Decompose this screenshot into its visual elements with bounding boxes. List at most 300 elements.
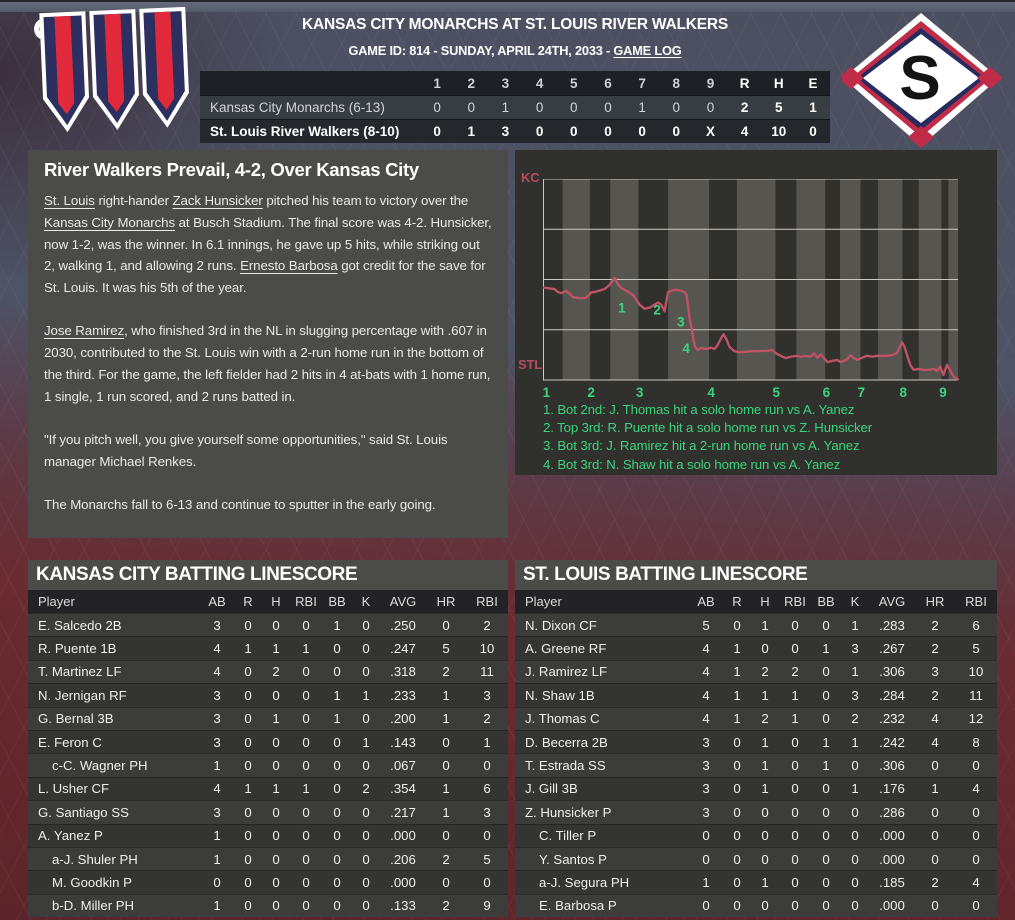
- batting-row: [28, 870, 508, 893]
- stat-cell: 0: [272, 874, 280, 890]
- stat-cell: 3: [483, 687, 491, 703]
- stat-cell: 0: [244, 734, 252, 750]
- stat-cell: 0: [244, 898, 252, 914]
- stat-cell: 1: [761, 687, 769, 703]
- batting-column-header: R: [732, 594, 742, 609]
- stat-cell: 1: [272, 641, 280, 657]
- stat-cell: 0: [302, 664, 310, 680]
- player-link[interactable]: C. Tiller: [539, 828, 584, 844]
- stat-cell: 0: [333, 641, 341, 657]
- player-link[interactable]: J. Gill: [525, 781, 558, 797]
- stat-cell: 1: [333, 617, 341, 633]
- inning-tick-label: 8: [899, 385, 907, 400]
- stat-cell: 0: [362, 898, 370, 914]
- batting-row: [28, 777, 508, 800]
- stat-cell: 1: [302, 781, 310, 797]
- stat-cell: 0: [733, 758, 741, 774]
- player-cell: J. Thomas C: [525, 711, 600, 727]
- player-cell: N. Shaw 1B: [525, 687, 595, 703]
- stat-cell: 9: [483, 898, 491, 914]
- home-run-marker: 3: [677, 314, 685, 330]
- stat-cell: .306: [879, 664, 905, 680]
- batting-row: [28, 847, 508, 870]
- stat-cell: 11: [480, 664, 494, 680]
- chart-away-axis-label: KC: [521, 170, 540, 185]
- stat-cell: .247: [390, 641, 416, 657]
- stat-cell: 0: [362, 851, 370, 867]
- stat-cell: 1: [822, 758, 830, 774]
- batting-row: [28, 636, 508, 659]
- stat-cell: 0: [761, 641, 769, 657]
- stat-cell: .284: [879, 687, 905, 703]
- player-link[interactable]: N. Shaw: [525, 687, 575, 703]
- batting-column-header: HR: [925, 594, 945, 609]
- stat-cell: 0: [822, 874, 830, 890]
- home-batting-table: [515, 560, 997, 917]
- stat-cell: 1: [822, 641, 830, 657]
- stat-cell: 1: [702, 874, 710, 890]
- stat-cell: 0: [791, 898, 799, 914]
- stat-cell: .306: [879, 758, 905, 774]
- batting-row: [515, 894, 997, 917]
- article-link[interactable]: Jose Ramirez: [44, 323, 125, 339]
- stat-cell: 0: [302, 828, 310, 844]
- stat-cell: 4: [931, 711, 939, 727]
- stat-cell: 3: [931, 664, 939, 680]
- player-link[interactable]: M. Goodkin: [52, 874, 120, 890]
- article-link[interactable]: Zack Hunsicker: [172, 193, 263, 208]
- stat-cell: 0: [702, 828, 710, 844]
- linescore-inning-cell: 0: [672, 124, 681, 139]
- stat-cell: 1: [213, 758, 221, 774]
- batting-column-header: K: [361, 594, 371, 609]
- stat-cell: 0: [302, 874, 310, 890]
- stat-cell: 2: [931, 641, 939, 657]
- player-link[interactable]: A. Yanez: [38, 828, 91, 844]
- batting-column-header: HR: [436, 594, 456, 609]
- stat-cell: 3: [702, 734, 710, 750]
- article-paragraph: St. Louis right-hander Zack Hunsicker pitched his team to victory over the Kansas City Monarchs at Busch Stadium. The final score was 4-2. Hunsicker, now 1-2, was the winner. In 6.1 innings, he gave up 5 hits, while striking out 2, walking 1, and allowing 2 runs. Ernesto Barbosa got credit for the save for St. Louis. It was his 5th of the year.: [44, 193, 492, 296]
- stat-cell: 1: [483, 734, 491, 750]
- player-link[interactable]: J. Segura: [550, 874, 608, 890]
- stat-cell: 0: [333, 781, 341, 797]
- player-cell: L. Usher CF: [38, 781, 110, 797]
- stat-cell: 0: [791, 851, 799, 867]
- stat-cell: .067: [390, 758, 416, 774]
- batting-row: [28, 730, 508, 753]
- home-team-logo-graphic: [842, 10, 1002, 152]
- stat-cell: 0: [244, 711, 252, 727]
- stat-cell: 0: [244, 758, 252, 774]
- stat-cell: .283: [879, 617, 905, 633]
- stat-cell: 1: [244, 641, 252, 657]
- stat-cell: 0: [791, 641, 799, 657]
- stat-cell: .185: [879, 874, 905, 890]
- stat-cell: 0: [333, 664, 341, 680]
- stat-cell: .233: [390, 687, 416, 703]
- stat-cell: 0: [972, 851, 980, 867]
- batting-column-header: BB: [328, 594, 346, 609]
- player-link[interactable]: J. Shuler: [63, 851, 116, 867]
- stat-cell: .000: [879, 898, 905, 914]
- stat-cell: 0: [483, 874, 491, 890]
- stat-cell: 4: [702, 711, 710, 727]
- stat-cell: 12: [968, 711, 984, 727]
- player-link[interactable]: Y. Santos: [539, 851, 595, 867]
- inning-tick-label: 2: [587, 385, 595, 400]
- linescore-rhe-cell: 5: [775, 100, 783, 115]
- stat-cell: 2: [272, 664, 280, 680]
- batting-column-header: K: [850, 594, 860, 609]
- player-link[interactable]: J. Thomas: [525, 711, 587, 727]
- article-link[interactable]: St. Louis: [44, 193, 95, 208]
- stat-cell: .133: [390, 898, 416, 914]
- linescore-inning-cell: 0: [535, 100, 544, 115]
- away-team-logo: [34, 6, 198, 140]
- linescore-inning-cell: 1: [467, 124, 476, 139]
- stat-cell: 2: [761, 664, 769, 680]
- stat-cell: 10: [479, 641, 495, 657]
- player-cell: c-C. Wagner PH: [52, 758, 148, 774]
- linescore-inning-cell: 1: [638, 100, 646, 115]
- stat-cell: 1: [733, 641, 741, 657]
- player-link[interactable]: E. Salcedo: [38, 617, 102, 633]
- stat-cell: 0: [791, 734, 799, 750]
- linescore-inning-cell: 0: [467, 100, 476, 115]
- batting-row: [515, 870, 997, 893]
- stat-cell: 3: [213, 687, 221, 703]
- stat-cell: .286: [879, 804, 905, 820]
- batting-row: [28, 707, 508, 730]
- player-cell: R. Puente 1B: [38, 641, 117, 657]
- player-cell: J. Ramirez LF: [525, 664, 608, 680]
- away-batting-rows: [28, 613, 508, 917]
- stat-cell: 0: [822, 828, 830, 844]
- player-link[interactable]: D. Becerra: [525, 734, 589, 750]
- stat-cell: 3: [702, 781, 710, 797]
- stat-cell: 0: [272, 734, 280, 750]
- batting-column-header: RBI: [295, 594, 317, 609]
- linescore-inning-cell: 0: [638, 124, 646, 139]
- article-paragraph: "If you pitch well, you give yourself some opportunities," said St. Louis manager Michael Renkes.: [44, 432, 448, 469]
- player-link[interactable]: L. Usher: [38, 781, 88, 797]
- stat-cell: 4: [702, 641, 710, 657]
- article-link[interactable]: Kansas City Monarchs: [44, 214, 176, 230]
- player-link[interactable]: N. Jernigan: [38, 687, 106, 703]
- batting-row: [28, 660, 508, 683]
- stat-cell: 0: [851, 898, 859, 914]
- stat-cell: 1: [851, 664, 859, 680]
- stat-cell: 1: [442, 711, 450, 727]
- player-cell: G. Bernal 3B: [38, 711, 114, 727]
- stat-cell: 0: [244, 664, 252, 680]
- stat-cell: 0: [362, 758, 370, 774]
- player-link[interactable]: A. Greene: [525, 641, 586, 657]
- linescore-column-header: E: [808, 75, 818, 91]
- inning-tick-label: 1: [543, 385, 551, 400]
- player-cell: E. Salcedo 2B: [38, 617, 122, 633]
- inning-tick-label: 7: [857, 385, 866, 400]
- batting-column-header: Player: [38, 594, 75, 609]
- linescore-column-header: 4: [535, 75, 544, 91]
- stat-cell: 0: [272, 898, 280, 914]
- stat-cell: 1: [822, 734, 830, 750]
- stat-cell: 1: [761, 781, 769, 797]
- stat-cell: 1: [791, 687, 799, 703]
- player-link[interactable]: Z. Hunsicker: [525, 804, 600, 820]
- linescore-rhe-cell: 10: [771, 124, 787, 139]
- player-cell: Z. Hunsicker P: [525, 804, 612, 820]
- stat-cell: 4: [213, 641, 221, 657]
- stat-cell: 0: [362, 711, 370, 727]
- batting-row: [515, 636, 997, 659]
- stat-cell: 0: [272, 758, 280, 774]
- stat-cell: 0: [302, 687, 310, 703]
- stat-cell: 4: [213, 781, 221, 797]
- player-link[interactable]: C. Wagner: [63, 758, 126, 774]
- home-logo-letter: S: [899, 44, 941, 113]
- stat-cell: 0: [272, 828, 280, 844]
- stat-cell: 1: [851, 617, 859, 633]
- stat-cell: 0: [733, 781, 741, 797]
- player-cell: E. Barbosa P: [539, 898, 617, 914]
- stat-cell: 0: [972, 758, 980, 774]
- player-link[interactable]: J. Ramirez: [525, 664, 589, 680]
- batting-row: [515, 707, 997, 730]
- stat-cell: 0: [244, 804, 252, 820]
- home-batting-rows: [515, 613, 997, 917]
- batting-column-header: AVG: [878, 594, 906, 609]
- stat-cell: 5: [483, 851, 491, 867]
- stat-cell: 2: [931, 874, 939, 890]
- stat-cell: 0: [791, 874, 799, 890]
- stat-cell: 0: [761, 851, 769, 867]
- stat-cell: 2: [362, 781, 370, 797]
- stat-cell: 0: [442, 828, 450, 844]
- stat-cell: 0: [272, 804, 280, 820]
- chart-legend-item: 2. Top 3rd: R. Puente hit a solo home run vs Z. Hunsicker: [543, 420, 873, 436]
- linescore-rhe-cell: 2: [740, 100, 749, 115]
- stat-cell: 1: [733, 687, 741, 703]
- player-cell: C. Tiller P: [539, 828, 597, 844]
- linescore-inning-cell: 1: [501, 100, 510, 115]
- stat-cell: 3: [702, 804, 710, 820]
- stat-cell: 0: [272, 617, 280, 633]
- stat-cell: .176: [879, 781, 905, 797]
- linescore-column-header: 6: [604, 75, 612, 91]
- article-paragraph: The Monarchs fall to 6-13 and continue to sputter in the early going.: [44, 497, 436, 513]
- player-link[interactable]: T. Martinez: [38, 664, 103, 680]
- stat-cell: 3: [702, 758, 710, 774]
- linescore-inning-cell: 0: [672, 100, 681, 115]
- player-cell: Y. Santos P: [539, 851, 607, 867]
- stat-cell: 1: [213, 851, 221, 867]
- linescore-column-header: 1: [433, 75, 441, 91]
- stat-cell: 0: [302, 758, 310, 774]
- home-batting-title: ST. LOUIS BATTING LINESCORE: [515, 560, 997, 590]
- player-cell: a-J. Shuler PH: [52, 851, 138, 867]
- linescore-inning-cell: X: [705, 124, 715, 139]
- stat-cell: 2: [442, 898, 450, 914]
- inning-linescore: [200, 71, 830, 143]
- player-link[interactable]: N. Dixon: [525, 617, 576, 633]
- stat-cell: 1: [442, 687, 450, 703]
- player-cell: N. Dixon CF: [525, 617, 597, 633]
- stat-cell: 0: [442, 874, 450, 890]
- stat-cell: 0: [333, 734, 341, 750]
- stat-cell: 0: [483, 828, 491, 844]
- stat-cell: .143: [390, 734, 416, 750]
- recap-article-panel: [28, 150, 508, 538]
- stat-cell: 0: [733, 804, 741, 820]
- home-batting-header-row: [515, 590, 997, 613]
- stat-cell: 1: [761, 734, 769, 750]
- batting-column-header: AB: [208, 594, 226, 609]
- stat-cell: 8: [972, 734, 980, 750]
- linescore-away-row: [200, 95, 830, 119]
- game-header: [195, 16, 835, 58]
- player-cell: b-D. Miller PH: [52, 898, 135, 914]
- batting-row: [515, 777, 997, 800]
- stat-cell: 0: [362, 828, 370, 844]
- stat-cell: 0: [302, 804, 310, 820]
- stat-cell: 1: [442, 781, 450, 797]
- linescore-inning-cell: 0: [433, 100, 441, 115]
- player-link[interactable]: E. Barbosa: [539, 898, 605, 914]
- chart-home-axis-label: STL: [518, 357, 542, 372]
- batting-row: [28, 683, 508, 706]
- player-link[interactable]: R. Puente: [38, 641, 97, 657]
- stat-cell: 5: [972, 641, 980, 657]
- stat-cell: 3: [483, 804, 491, 820]
- stat-cell: 0: [791, 781, 799, 797]
- stat-cell: 4: [972, 874, 980, 890]
- linescore-team-name: Kansas City Monarchs (6-13): [210, 100, 385, 115]
- stat-cell: 0: [822, 687, 830, 703]
- stat-cell: 0: [333, 874, 341, 890]
- stat-cell: 1: [362, 687, 370, 703]
- player-link[interactable]: E. Feron: [38, 734, 89, 750]
- stat-cell: 0: [931, 851, 939, 867]
- stat-cell: 0: [333, 898, 341, 914]
- linescore-column-header: 8: [672, 75, 681, 91]
- stat-cell: .000: [390, 874, 416, 890]
- linescore-inning-cell: 0: [535, 124, 544, 139]
- stat-cell: 0: [851, 851, 859, 867]
- batting-column-header: H: [760, 594, 770, 609]
- win-probability-chart-panel: [515, 150, 997, 475]
- player-cell: T. Estrada SS: [525, 758, 606, 774]
- stat-cell: 1: [333, 687, 341, 703]
- stat-cell: 0: [931, 828, 939, 844]
- player-cell: A. Greene RF: [525, 641, 607, 657]
- batting-row: [515, 753, 997, 776]
- stat-cell: 4: [702, 664, 710, 680]
- stat-cell: 2: [931, 617, 939, 633]
- stat-cell: .000: [390, 828, 416, 844]
- stat-cell: 0: [302, 711, 310, 727]
- player-link[interactable]: D. Miller: [63, 898, 113, 914]
- stat-cell: 1: [213, 828, 221, 844]
- stat-cell: .318: [390, 664, 416, 680]
- stat-cell: .267: [879, 641, 905, 657]
- stat-cell: 0: [213, 874, 221, 890]
- home-run-marker: 4: [682, 340, 690, 356]
- stat-cell: 0: [822, 617, 830, 633]
- stat-cell: 3: [213, 617, 221, 633]
- stat-cell: 1: [272, 781, 280, 797]
- linescore-inning-cell: 0: [433, 124, 441, 139]
- away-batting-table: [28, 560, 508, 917]
- batting-column-header: Player: [525, 594, 562, 609]
- batting-column-header: RBI: [784, 594, 806, 609]
- stat-cell: 2: [791, 664, 799, 680]
- player-link[interactable]: G. Bernal: [38, 711, 94, 727]
- stat-cell: .206: [390, 851, 416, 867]
- stat-cell: 0: [302, 734, 310, 750]
- linescore-column-header: 2: [467, 75, 476, 91]
- linescore-column-header: H: [773, 75, 784, 91]
- stat-cell: 2: [851, 711, 859, 727]
- stat-cell: 0: [333, 758, 341, 774]
- player-cell: T. Martinez LF: [38, 664, 122, 680]
- stat-cell: 0: [822, 711, 830, 727]
- player-link[interactable]: G. Santiago: [38, 804, 108, 820]
- stat-cell: 0: [244, 874, 252, 890]
- home-team-logo: [842, 10, 1002, 152]
- game-id-date: GAME ID: 814 - SUNDAY, APRIL 24TH, 2033 -: [348, 43, 614, 58]
- article-body: [44, 190, 492, 516]
- stat-cell: 1: [931, 781, 939, 797]
- stat-cell: 0: [244, 828, 252, 844]
- stat-cell: 0: [302, 898, 310, 914]
- stat-cell: 0: [362, 641, 370, 657]
- linescore-inning-cell: 0: [570, 124, 578, 139]
- stat-cell: 1: [761, 874, 769, 890]
- batting-column-header: BB: [817, 594, 835, 609]
- inning-tick-label: 5: [772, 385, 780, 400]
- game-log-link[interactable]: GAME LOG: [613, 43, 682, 58]
- stat-cell: 1: [733, 711, 741, 727]
- article-link[interactable]: Ernesto Barbosa: [240, 258, 338, 274]
- stat-cell: 0: [851, 828, 859, 844]
- batting-column-header: RBI: [476, 594, 498, 609]
- stat-cell: .232: [879, 711, 905, 727]
- batting-row: [515, 613, 997, 636]
- stat-cell: 1: [791, 711, 799, 727]
- stat-cell: 0: [733, 828, 741, 844]
- linescore-rhe-cell: 1: [809, 100, 817, 115]
- stat-cell: 6: [483, 781, 491, 797]
- stat-cell: .242: [879, 734, 905, 750]
- home-run-marker: 2: [653, 302, 661, 318]
- stat-cell: 0: [244, 687, 252, 703]
- stat-cell: 0: [733, 874, 741, 890]
- stat-cell: 0: [483, 758, 491, 774]
- stat-cell: 0: [822, 664, 830, 680]
- stat-cell: 11: [969, 687, 983, 703]
- batting-column-header: AB: [697, 594, 715, 609]
- stat-cell: 0: [931, 758, 939, 774]
- stat-cell: .354: [390, 781, 416, 797]
- stat-cell: 1: [442, 804, 450, 820]
- player-cell: J. Gill 3B: [525, 781, 578, 797]
- stat-cell: .217: [390, 804, 416, 820]
- inning-tick-label: 4: [707, 385, 715, 400]
- stat-cell: 2: [483, 617, 491, 633]
- stat-cell: 1: [272, 711, 280, 727]
- player-link[interactable]: T. Estrada: [525, 758, 585, 774]
